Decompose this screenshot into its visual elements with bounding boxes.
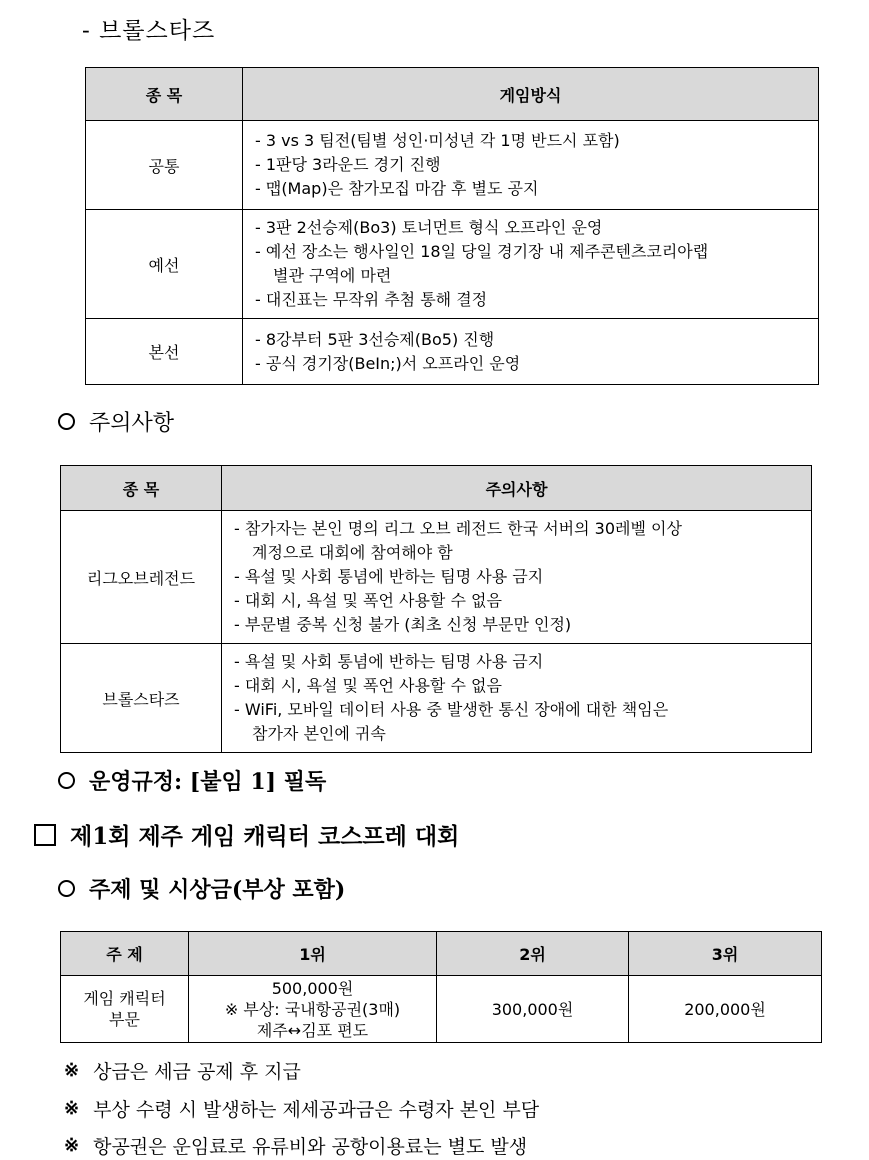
table-header-row (61, 466, 812, 511)
first-prize-route: 제주↔김포 편도 (256, 1020, 369, 1040)
note-item (64, 1095, 539, 1122)
second-prize-cell: 300,000원 (437, 976, 629, 1043)
caution-table (60, 465, 812, 753)
circle-bullet-icon (58, 413, 75, 430)
description-line: 계정으로 대회에 참여해야 함 (252, 543, 453, 562)
rules-heading-text: 운영규정: [붙임 1] 필독 (89, 769, 327, 795)
cosplay-heading-text: 제1회 제주 게임 캐릭터 코스프레 대회 (70, 823, 460, 850)
caution-heading (58, 406, 174, 437)
reference-mark-icon: ※ (64, 1135, 80, 1156)
description-line: - 부문별 중복 신청 불가 (최초 신청 부문만 인정) (234, 615, 572, 634)
third-prize-cell: 200,000원 (629, 976, 822, 1043)
description-line: - 예선 장소는 행사일인 18일 당일 경기장 내 제주콘텐츠코리아랩 (255, 242, 709, 261)
description-cell (243, 121, 819, 210)
description-line: - 대진표는 무작위 추첨 통해 결정 (255, 290, 488, 309)
note-item (64, 1057, 301, 1084)
first-prize-cell (189, 976, 437, 1043)
reference-mark-icon: ※ (64, 1098, 80, 1119)
prize-table (60, 931, 822, 1043)
prize-heading-text: 주제 및 시상금(부상 포함) (89, 877, 346, 903)
table-row (61, 511, 812, 644)
category-cell: 리그오브레전드 (61, 511, 222, 644)
table-row (86, 319, 819, 385)
description-cell (222, 511, 812, 644)
cosplay-heading (34, 818, 459, 851)
description-line: - 욕설 및 사회 통념에 반하는 팀명 사용 금지 (234, 652, 544, 671)
circle-bullet-icon (58, 880, 75, 897)
description-line: - 3판 2선승제(Bo3) 토너먼트 형식 오프라인 운영 (255, 218, 603, 237)
topic-line: 게임 캐릭터 (83, 989, 166, 1008)
description-line: - WiFi, 모바일 데이터 사용 중 발생한 통신 장애에 대한 책임은 (234, 700, 669, 719)
note-text: 항공권은 운임료로 유류비와 공항이용료는 별도 발생 (93, 1136, 528, 1158)
column-header-category: 종 목 (61, 466, 222, 511)
description-cell (243, 319, 819, 385)
table-row (61, 644, 812, 753)
note-item (64, 1132, 527, 1159)
description-line: - 8강부터 5판 3선승제(Bo5) 진행 (255, 329, 495, 349)
table-row (61, 976, 822, 1043)
description-line: - 참가자는 본인 명의 리그 오브 레전드 한국 서버의 30레벨 이상 (234, 519, 682, 538)
description-line: - 공식 경기장(BeIn;)서 오프라인 운영 (255, 353, 521, 373)
description-cell (243, 210, 819, 319)
category-cell: 브롤스타즈 (61, 644, 222, 753)
first-prize-extra: ※ 부상: 국내항공권(3매) (224, 999, 401, 1019)
description-line: - 3 vs 3 팀전(팀별 성인·미성년 각 1명 반드시 포함) (255, 131, 620, 150)
topic-cell (61, 976, 189, 1043)
column-header-category: 종 목 (86, 68, 243, 121)
table-row (86, 210, 819, 319)
description-line: - 욕설 및 사회 통념에 반하는 팀명 사용 금지 (234, 567, 544, 586)
note-text: 부상 수령 시 발생하는 제세공과금은 수령자 본인 부담 (93, 1099, 540, 1121)
column-header-topic: 주 제 (61, 932, 189, 976)
description-line: 별관 구역에 마련 (273, 266, 392, 285)
description-line: - 맵(Map)은 참가모집 마감 후 별도 공지 (255, 179, 539, 198)
column-header-first: 1위 (189, 932, 437, 976)
reference-mark-icon: ※ (64, 1060, 80, 1081)
category-cell: 공통 (86, 121, 243, 210)
description-line: - 대회 시, 욕설 및 폭언 사용할 수 없음 (234, 591, 502, 610)
caution-heading-text: 주의사항 (89, 411, 175, 436)
prize-heading (58, 873, 345, 904)
column-header-caution: 주의사항 (222, 466, 812, 511)
table-row (86, 121, 819, 210)
first-prize-amount: 500,000원 (271, 978, 354, 998)
note-text: 상금은 세금 공제 후 지급 (93, 1061, 301, 1083)
circle-bullet-icon (58, 772, 75, 789)
column-header-second: 2위 (437, 932, 629, 976)
column-header-format: 게임방식 (243, 68, 819, 121)
rules-heading (58, 765, 326, 796)
checkbox-square-icon (34, 824, 56, 846)
category-cell: 예선 (86, 210, 243, 319)
section-heading-brawlstars: - 브롤스타즈 (82, 18, 216, 44)
topic-line: 부문 (109, 1010, 140, 1029)
description-line: - 대회 시, 욕설 및 폭언 사용할 수 없음 (234, 676, 502, 695)
table-header-row (61, 932, 822, 976)
column-header-third: 3위 (629, 932, 822, 976)
table-header-row (86, 68, 819, 121)
game-format-table (85, 67, 819, 385)
category-cell: 본선 (86, 319, 243, 385)
description-cell (222, 644, 812, 753)
description-line: 참가자 본인에 귀속 (252, 724, 386, 743)
description-line: - 1판당 3라운드 경기 진행 (255, 155, 441, 174)
